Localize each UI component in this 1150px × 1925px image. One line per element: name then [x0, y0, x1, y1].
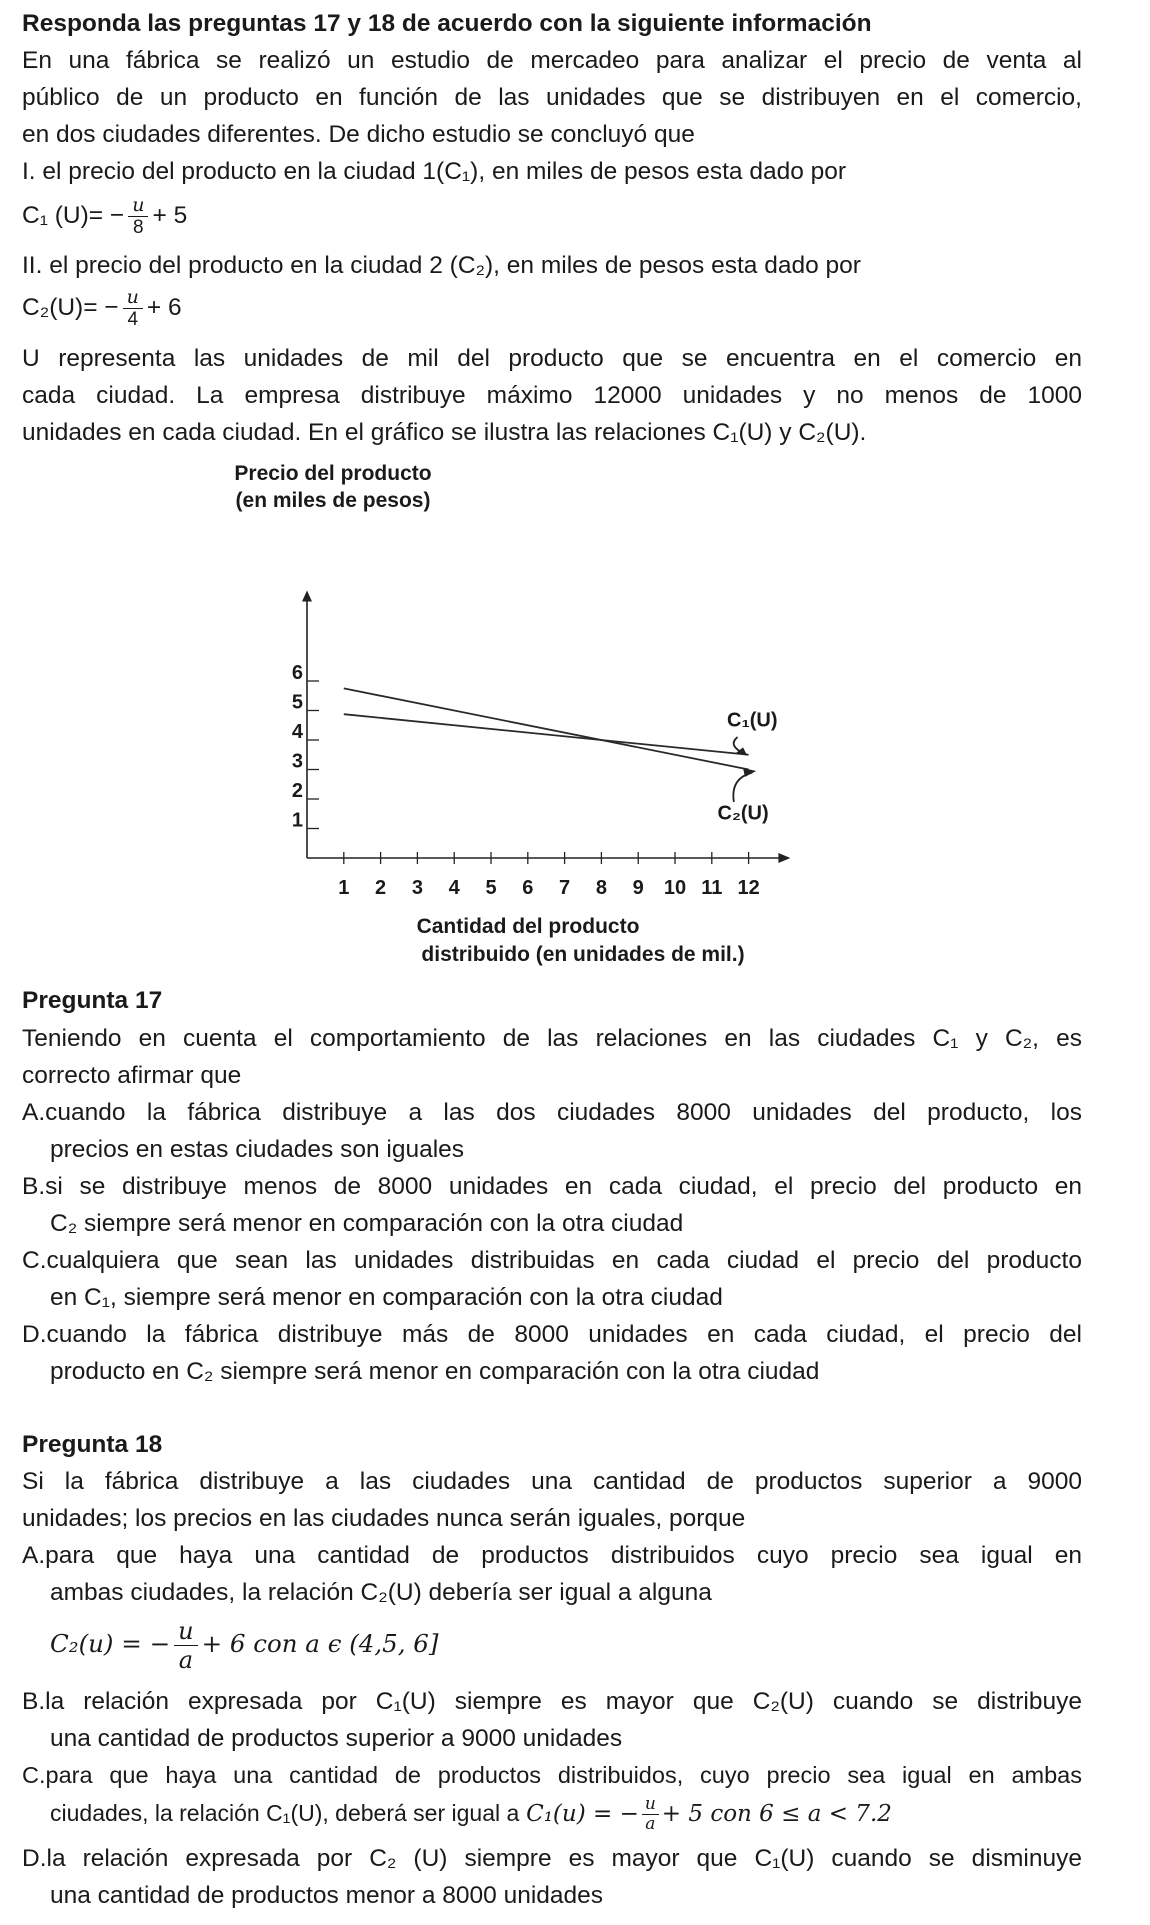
series-c2-line [344, 688, 749, 769]
x-tick-label: 2 [375, 877, 387, 899]
intro-line-4: U representa las unidades de mil del producto que se encuentra en el comercio en [22, 345, 1082, 372]
heading: Responda las preguntas 17 y 18 de acuerdo con la siguiente información [22, 10, 872, 37]
q18c-eq-rhs: + 5 con 6 ≤ a < 7.2 [661, 1801, 892, 1827]
q17-stem-1: Teniendo en cuenta el comportamiento de las relaciones en las ciudades C₁ y C₂, es [22, 1025, 1082, 1052]
x-tick-label: 11 [701, 877, 723, 899]
q18c-eq-fraction: $\frac{u}{a}$ [642, 1795, 659, 1834]
series-c1-line [344, 714, 749, 755]
equation-c1 [22, 193, 1082, 239]
q17-option-d-1: D.cuando la fábrica distribuye más de 8000 unidades en cada ciudad, el precio del [22, 1321, 1082, 1348]
x-tick-label: 10 [663, 877, 687, 899]
annotation-c1-label: C₁(U) [727, 709, 778, 732]
q18-option-d-1: D.la relación expresada por C₂ (U) siempre es mayor que C₁(U) cuando se disminuye [22, 1845, 1082, 1872]
intro-item-2: II. el precio del producto en la ciudad 2 (C₂), en miles de pesos esta dado por [22, 252, 861, 279]
q17-option-d-2: producto en C₂ siempre será menor en comparación con la otra ciudad [50, 1358, 820, 1385]
q18c-text: ciudades, la relación C₁(U), deberá ser igual a [50, 1800, 520, 1826]
q17-option-a-1: A.cuando la fábrica distribuye a las dos ciudades 8000 unidades del producto, los [22, 1099, 1082, 1126]
q17-option-a-2: precios en estas ciudades son iguales [50, 1136, 465, 1163]
q17-option-b-1: B.si se distribuye menos de 8000 unidades en cada ciudad, el precio del producto en [22, 1173, 1082, 1200]
q18a-eq-fraction: $\frac{u}{a}$ [174, 1617, 197, 1674]
eq2-rhs: + 6 [146, 294, 182, 321]
x-axis-title-line-2: distribuido (en unidades de mil.) [421, 943, 745, 966]
annotation-c2-label: C₂(U) [717, 802, 769, 825]
y-axis-title-line-1: Precio del producto [234, 462, 432, 485]
annotation-c2-arrowhead [743, 768, 756, 777]
x-axis-arrow [778, 853, 790, 863]
q17-title: Pregunta 17 [22, 987, 163, 1014]
q18-option-b-1: B.la relación expresada por C₁(U) siempre es mayor que C₂(U) cuando se distribuye [22, 1688, 1082, 1715]
y-tick-label: 6 [291, 662, 303, 684]
q18-option-b-2: una cantidad de productos superior a 9000 unidades [50, 1725, 623, 1752]
q18-option-c-2 [50, 1790, 1082, 1837]
q18-stem-1: Si la fábrica distribuye a las ciudades una cantidad de productos superior a 9000 [22, 1468, 1082, 1495]
x-tick-label: 9 [632, 877, 644, 899]
q18-option-a-equation [50, 1614, 1082, 1675]
x-axis-title-line-1: Cantidad del producto [416, 915, 640, 938]
intro-line-5: cada ciudad. La empresa distribuye máximo 12000 unidades y no menos de 1000 [22, 382, 1082, 409]
y-tick-label: 2 [291, 780, 303, 802]
x-tick-label: 12 [737, 877, 760, 899]
q18c-eq-lhs: C₁(u) = − [526, 1801, 639, 1827]
eq1-rhs: + 5 [152, 202, 188, 229]
x-tick-label: 8 [595, 877, 607, 899]
y-tick-label: 5 [291, 691, 303, 714]
y-tick-label: 1 [291, 809, 303, 832]
x-tick-label: 3 [411, 877, 423, 899]
q17-option-c-1: C.cualquiera que sean las unidades distribuidas en cada ciudad el precio del producto [22, 1247, 1082, 1274]
intro-line-6: unidades en cada ciudad. En el gráfico se ilustra las relaciones C₁(U) y C₂(U). [22, 419, 867, 446]
x-tick-label: 1 [338, 877, 350, 899]
intro-line-1: En una fábrica se realizó un estudio de mercadeo para analizar el precio de venta al [22, 47, 1082, 74]
x-tick-label: 5 [485, 877, 497, 899]
annotation-c2-arrow [733, 772, 752, 802]
q18a-eq-lhs: C₂(u) = − [50, 1629, 171, 1658]
intro-line-3: en dos ciudades diferentes. De dicho estudio se concluyó que [22, 121, 695, 148]
chart-series [344, 688, 749, 769]
y-axis-title-line-2: (en miles de pesos) [235, 489, 431, 512]
intro-line-2: público de un producto en función de las unidades que se distribuyen en el comercio, [22, 84, 1082, 111]
eq1-fraction: $\frac{u}{8}$ [128, 194, 148, 239]
x-tick-label: 6 [522, 877, 534, 899]
q18-option-a-1: A.para que haya una cantidad de productos distribuidos cuyo precio sea igual en [22, 1542, 1082, 1569]
q18-title: Pregunta 18 [22, 1431, 163, 1458]
x-tick-label: 4 [448, 877, 460, 899]
eq2-lhs: C₂(U)= − [22, 294, 119, 321]
q18-option-c-1: C.para que haya una cantidad de productos distribuidos, cuyo precio sea igual en ambas [22, 1762, 1082, 1788]
q18a-eq-rhs: + 6 con a ϵ (4,5, 6] [201, 1629, 439, 1658]
y-axis-arrow [302, 591, 312, 602]
equation-c2 [22, 285, 1082, 331]
eq1-lhs: C₁ (U)= − [22, 202, 125, 229]
price-chart [0, 455, 1150, 985]
q18-option-d-2: una cantidad de productos menor a 8000 unidades [50, 1882, 604, 1909]
q18-option-a-2: ambas ciudades, la relación C₂(U) debería ser igual a alguna [50, 1579, 712, 1606]
q17-stem-2: correcto afirmar que [22, 1062, 242, 1089]
eq2-fraction: $\frac{u}{4}$ [123, 286, 143, 331]
chart-annotations [718, 710, 778, 825]
q18-stem-2: unidades; los precios en las ciudades nunca serán iguales, porque [22, 1505, 746, 1532]
chart-ticks [292, 662, 760, 899]
intro-item-1: I. el precio del producto en la ciudad 1(C₁), en miles de pesos esta dado por [22, 158, 847, 185]
y-tick-label: 3 [291, 750, 303, 773]
q17-option-c-2: en C₁, siempre será menor en comparación con la otra ciudad [50, 1284, 723, 1311]
x-tick-label: 7 [559, 877, 571, 899]
y-tick-label: 4 [291, 721, 303, 743]
q17-option-b-2: C₂ siempre será menor en comparación con la otra ciudad [50, 1210, 684, 1237]
